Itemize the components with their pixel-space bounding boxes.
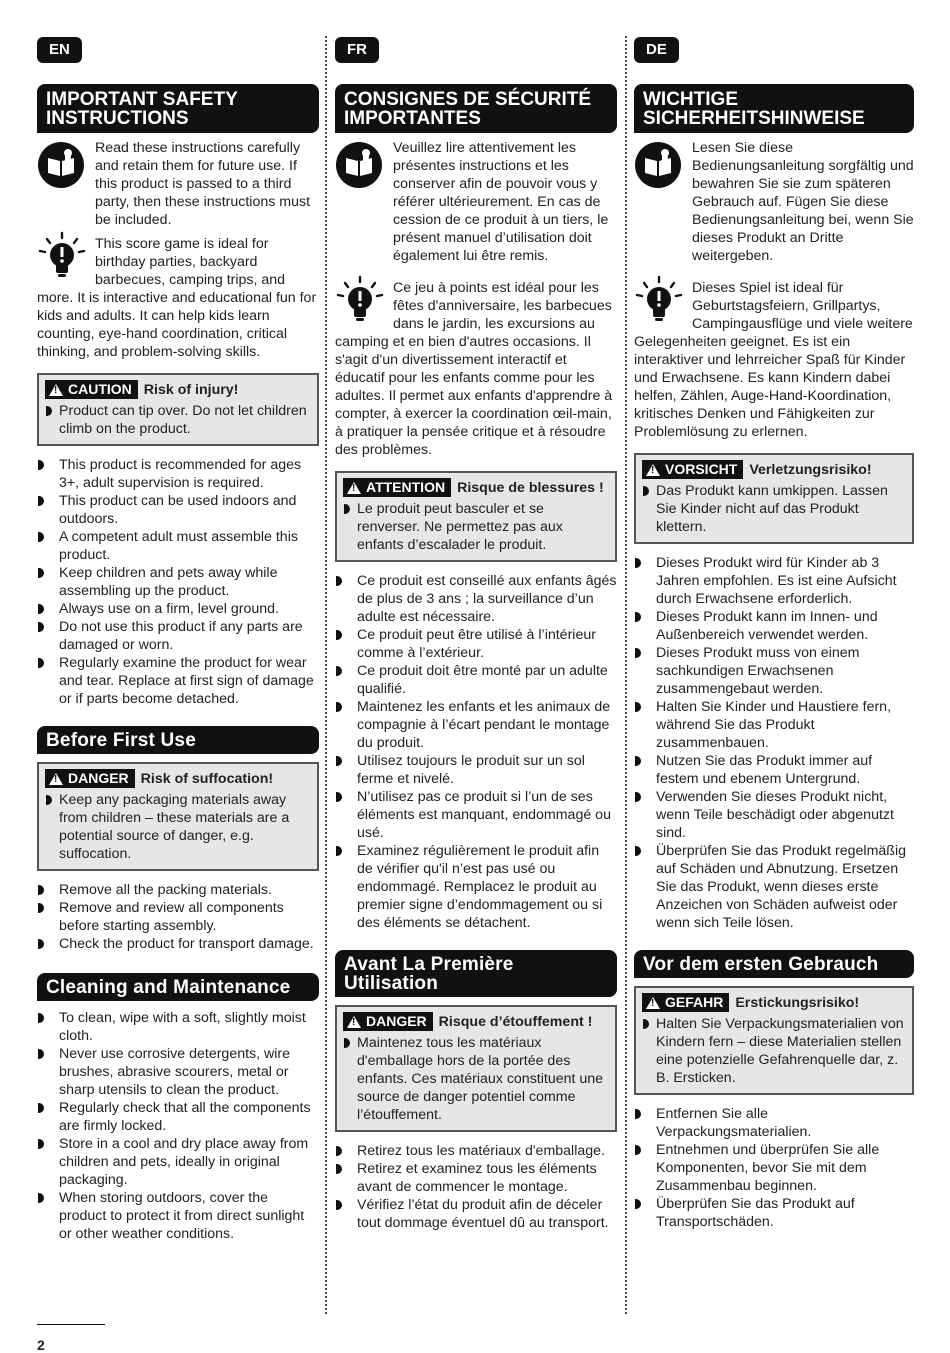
list-item: Entfernen Sie alle Verpackungsmaterialien.	[634, 1105, 914, 1141]
caution-badge: ! CAUTION	[45, 380, 138, 399]
warning-icon	[347, 482, 361, 494]
list-item: Do not use this product if any parts are damaged or worn.	[37, 618, 319, 654]
danger-title-fr: Risque d’étouffement !	[438, 1013, 593, 1030]
read-instructions-de	[634, 139, 914, 265]
lang-tag-en: EN	[37, 37, 82, 63]
section-title-safety-en: IMPORTANT SAFETY INSTRUCTIONS	[37, 84, 319, 133]
danger-title-en: Risk of suffocation!	[140, 770, 274, 787]
column-divider-2	[625, 36, 627, 1314]
read-instructions-fr	[335, 139, 617, 265]
caution-badge: ! VORSICHT	[642, 460, 743, 479]
danger-box-fr	[335, 1005, 617, 1132]
danger-title-de: Erstickungsrisiko!	[735, 994, 860, 1011]
list-item: Ce produit est conseillé aux enfants âgés de plus de 3 ans ; la surveillance d’un adulte est nécessaire.	[335, 572, 617, 626]
first-use-list-fr	[335, 1142, 617, 1232]
read-text-de: Lesen Sie diese Bedienungsanleitung sorgfältig und bewahren Sie sie zum späteren Gebrauch auf. Fügen Sie diese Bedienungsanleitung bei, wenn Sie dieses Produkt an Dritte weitergeben.	[692, 140, 914, 264]
list-item: Retirez tous les matériaux d'emballage.	[335, 1142, 617, 1160]
caution-box-en	[37, 373, 319, 446]
warning-icon	[646, 997, 660, 1009]
lang-tag-fr: FR	[335, 37, 379, 63]
warning-icon	[347, 1016, 361, 1028]
column-fr	[335, 37, 617, 1232]
list-item: This product is recommended for ages 3+, adult supervision is required.	[37, 456, 319, 492]
column-divider-1	[325, 36, 327, 1314]
section-title-first-use-de: Vor dem ersten Gebrauch	[634, 950, 914, 978]
read-manual-icon	[335, 141, 383, 189]
tip-de	[634, 279, 914, 441]
first-use-list-en	[37, 881, 319, 953]
safety-list-en	[37, 456, 319, 708]
list-item: Dieses Produkt kann im Innen- und Außenbereich verwendet werden.	[634, 608, 914, 644]
section-title-safety-de: WICHTIGE SICHERHEITSHINWEISE	[634, 84, 914, 133]
danger-badge: ! GEFAHR	[642, 993, 729, 1012]
tip-text-fr: Ce jeu à points est idéal pour les fêtes d'anniversaire, les barbecues dans le jardin, les excursions au camping et en bien d'autres occasions. Il s'agit d'un divertissement interactif et éducatif pour les enfants comme pour les adultes. Il permet aux enfants d'apprendre à compter, à exercer la coordination œil-main, à pratiquer la pensée critique et à résoudre des problèmes.	[335, 280, 613, 458]
danger-box-en	[37, 762, 319, 871]
caution-title-en: Risk of injury!	[143, 381, 239, 398]
list-item: Vérifiez l’état du produit afin de déceler tout dommage éventuel dû au transport.	[335, 1196, 617, 1232]
caution-text-en: Product can tip over. Do not let children climb on the product.	[45, 402, 311, 438]
lang-tag-de: DE	[634, 37, 679, 63]
safety-list-de	[634, 554, 914, 932]
list-item: When storing outdoors, cover the product to protect it from direct sunlight or other weather conditions.	[37, 1189, 319, 1243]
list-item: Check the product for transport damage.	[37, 935, 319, 953]
tip-en	[37, 235, 319, 361]
danger-text-de: Halten Sie Verpackungsmaterialien von Kindern fern – diese Materialien stellen eine potenzielle Gefahrenquelle dar, z. B. Ersticken.	[642, 1015, 906, 1087]
danger-badge: ! DANGER	[45, 769, 135, 788]
footer-rule	[37, 1324, 105, 1325]
list-item: Store in a cool and dry place away from children and pets, ideally in original packaging.	[37, 1135, 319, 1189]
page-number: 2	[37, 1337, 45, 1353]
caution-title-de: Verletzungsrisiko!	[749, 461, 872, 478]
warning-icon	[49, 773, 63, 785]
list-item: Regularly check that all the components are firmly locked.	[37, 1099, 319, 1135]
list-item: Entnehmen und überprüfen Sie alle Komponenten, bevor Sie mit dem Zusammenbau beginnen.	[634, 1141, 914, 1195]
list-item: This product can be used indoors and outdoors.	[37, 492, 319, 528]
lightbulb-icon	[634, 275, 684, 325]
section-title-first-use-en: Before First Use	[37, 726, 319, 754]
list-item: Maintenez les enfants et les animaux de compagnie à l’écart pendant le montage du produit.	[335, 698, 617, 752]
danger-badge: ! DANGER	[343, 1012, 433, 1031]
list-item: Verwenden Sie dieses Produkt nicht, wenn Teile beschädigt oder abgenutzt sind.	[634, 788, 914, 842]
caution-box-fr	[335, 471, 617, 562]
lightbulb-icon	[37, 231, 87, 281]
tip-text-de: Dieses Spiel ist ideal für Geburtstagsfeiern, Grillpartys, Campingausflüge und viele weitere Gelegenheiten geeignet. Es ist ein interaktiver und lehrreicher Spaß für Kinder und Erwachsene. Es kann Kindern dabei helfen, Zählen, Auge-Hand-Koordination, kritisches Denken und Fähigkeiten zur Problemlösung zu erlernen.	[634, 280, 913, 440]
list-item: Dieses Produkt wird für Kinder ab 3 Jahren empfohlen. Es ist eine Aufsicht durch Erwachsene erforderlich.	[634, 554, 914, 608]
caution-text-fr: Le produit peut basculer et se renverser. Ne permettez pas aux enfants d’escalader le produit.	[343, 500, 609, 554]
list-item: To clean, wipe with a soft, slightly moist cloth.	[37, 1009, 319, 1045]
list-item: Utilisez toujours le produit sur un sol ferme et nivelé.	[335, 752, 617, 788]
safety-list-fr	[335, 572, 617, 932]
danger-text-en: Keep any packaging materials away from children – these materials are a potential source of danger, e.g. suffocation.	[45, 791, 311, 863]
list-item: N’utilisez pas ce produit si l’un de ses éléments est manquant, endommagé ou usé.	[335, 788, 617, 842]
column-en	[37, 37, 319, 1243]
read-text-fr: Veuillez lire attentivement les présentes instructions et les conserver afin de pouvoir vous y référer ultérieurement. En cas de cession de ce produit à un tiers, le présent manuel d’utilisation doit également lui être remis.	[393, 140, 609, 264]
list-item: Remove and review all components before starting assembly.	[37, 899, 319, 935]
list-item: Nutzen Sie das Produkt immer auf festem und ebenem Untergrund.	[634, 752, 914, 788]
list-item: A competent adult must assemble this product.	[37, 528, 319, 564]
list-item: Überprüfen Sie das Produkt auf Transportschäden.	[634, 1195, 914, 1231]
list-item: Halten Sie Kinder und Haustiere fern, während Sie das Produkt zusammenbauen.	[634, 698, 914, 752]
list-item: Regularly examine the product for wear and tear. Replace at first sign of damage or if parts become detached.	[37, 654, 319, 708]
list-item: Keep children and pets away while assembling up the product.	[37, 564, 319, 600]
list-item: Überprüfen Sie das Produkt regelmäßig auf Schäden und Abnutzung. Ersetzen Sie das Produkt, wenn dieses erste Anzeichen von Schäden aufweist oder wenn sich Teile lösen.	[634, 842, 914, 932]
read-manual-icon	[634, 141, 682, 189]
caution-badge: ! ATTENTION	[343, 478, 451, 497]
list-item: Examinez régulièrement le produit afin de vérifier qu'il n’est pas usé ou endommagé. Remplacez le produit au premier signe d’endommagement ou si des éléments se détachent.	[335, 842, 617, 932]
caution-text-de: Das Produkt kann umkippen. Lassen Sie Kinder nicht auf das Produkt klettern.	[642, 482, 906, 536]
caution-title-fr: Risque de blessures !	[457, 479, 604, 496]
list-item: Remove all the packing materials.	[37, 881, 319, 899]
section-title-cleaning-en: Cleaning and Maintenance	[37, 973, 319, 1001]
read-text-en: Read these instructions carefully and retain them for future use. If this product is passed to a third party, then these instructions must be included.	[95, 140, 311, 228]
list-item: Never use corrosive detergents, wire brushes, abrasive scourers, metal or sharp utensils to clean the product.	[37, 1045, 319, 1099]
warning-icon	[646, 464, 660, 476]
first-use-list-de	[634, 1105, 914, 1231]
tip-text-en: This score game is ideal for birthday parties, backyard barbecues, camping trips, and more. It is interactive and educational fun for kids and adults. It can help kids learn counting, eye-hand coordination, critical thinking, and problem-solving skills.	[37, 236, 317, 360]
list-item: Ce produit peut être utilisé à l’intérieur comme à l’extérieur.	[335, 626, 617, 662]
cleaning-list-en	[37, 1009, 319, 1243]
list-item: Dieses Produkt muss von einem sachkundigen Erwachsenen zusammengebaut werden.	[634, 644, 914, 698]
danger-box-de	[634, 986, 914, 1095]
read-instructions-en	[37, 139, 319, 229]
section-title-first-use-fr: Avant La Première Utilisation	[335, 950, 617, 997]
list-item: Always use on a firm, level ground.	[37, 600, 319, 618]
list-item: Retirez et examinez tous les éléments avant de commencer le montage.	[335, 1160, 617, 1196]
list-item: Ce produit doit être monté par un adulte qualifié.	[335, 662, 617, 698]
column-de	[634, 37, 914, 1231]
read-manual-icon	[37, 141, 85, 189]
lightbulb-icon	[335, 275, 385, 325]
caution-box-de	[634, 453, 914, 544]
section-title-safety-fr: CONSIGNES DE SÉCURITÉ IMPORTANTES	[335, 84, 617, 133]
danger-text-fr: Maintenez tous les matériaux d'emballage hors de la portée des enfants. Ces matériaux constituent une source de danger potentiel comme l’étouffement.	[343, 1034, 609, 1124]
warning-icon	[49, 384, 63, 396]
tip-fr	[335, 279, 617, 459]
